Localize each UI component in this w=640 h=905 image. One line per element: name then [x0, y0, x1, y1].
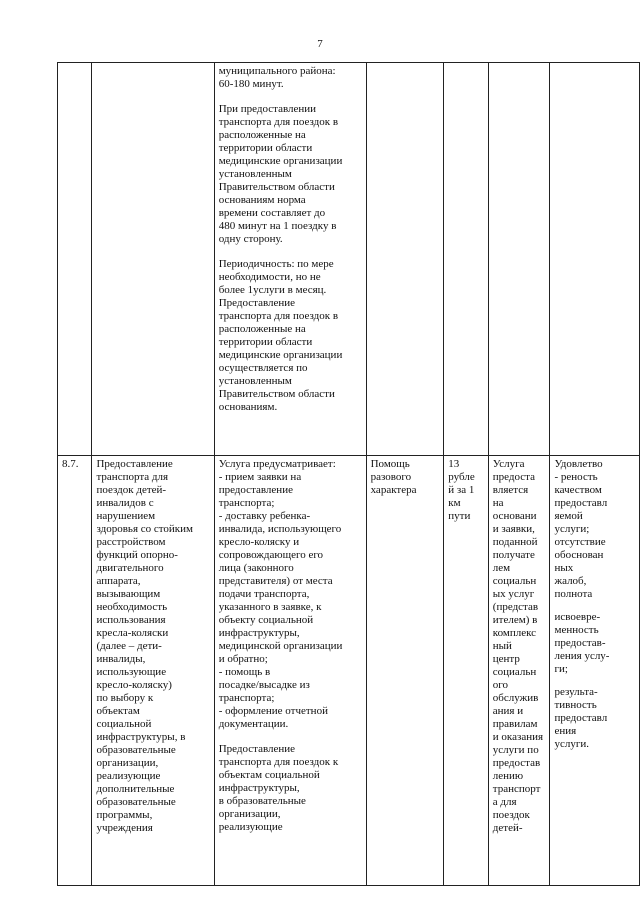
- service-price-cell: [444, 63, 488, 456]
- quality-paragraph: исвоевре- менность предостав- ления услу- ги;: [554, 611, 610, 675]
- table-row: [58, 63, 640, 456]
- service-quality-cell: [550, 456, 640, 886]
- row-number-cell: 8.7.: [58, 456, 92, 886]
- content-paragraph: Услуга предусматривает: - прием заявки на предоставление транспорта; - доставку ребенка- инвалида, использующего кресло-коляску и сопровождающего его лица (законного представителя) от места подачи транспорта, указанного в заявке, к объекту социальной инфраструктуры, медицинской организации и обратно; - помощь в посадке/высадке из транспорта; - оформление отчетной документации.: [218, 458, 343, 730]
- row-number-cell: [58, 63, 92, 456]
- service-form-cell: Помощь разового характера: [366, 456, 444, 886]
- service-name-cell: Предоставление транспорта для поездок детей- инвалидов с нарушением здоровья со стойким расстройством функций опорно- двигательного аппарата, вызывающим необходимость использования кресла-коляски (далее – дети- инвалиды, использующие кресло-коляску) по выбору к объектам социальной инфраструктуры, в образовательные организации, реализующие дополнительные образовательные программы, учреждения: [92, 456, 214, 886]
- service-conditions-cell: Услуга предоста вляется на основани и заявки, поданной получате лем социальн ых услуг (представ ителем) в комплекс ный центр социальн ого обслужив ания и правилам и оказания услуги по предостав лению транспорт а для поездок детей-: [488, 456, 550, 886]
- quality-paragraph: Удовлетво - реность качеством предоставл яемой услуги; отсутствие обоснован ных жалоб, полнота: [554, 458, 608, 600]
- services-table: [57, 62, 640, 886]
- content-paragraph: Предоставление транспорта для поездок к объектам социальной инфраструктуры, в образовательные организации, реализующие: [218, 743, 339, 833]
- service-form-cell: [366, 63, 444, 456]
- service-name-cell: [92, 63, 214, 456]
- service-conditions-cell: [488, 63, 550, 456]
- content-paragraph: муниципального района: 60-180 минут.: [218, 65, 336, 90]
- quality-paragraph: результа- тивность предоставл ения услуги.: [554, 686, 608, 750]
- service-price-cell: 13 рубле й за 1 км пути: [444, 456, 488, 886]
- page-number: 7: [317, 38, 323, 50]
- service-content-cell: [214, 63, 366, 456]
- service-quality-cell: [550, 63, 640, 456]
- table-row: [58, 456, 640, 886]
- service-content-cell: [214, 456, 366, 886]
- content-paragraph: При предоставлении транспорта для поездок в расположенные на территории области медицинские организации установленным Правительством области основаниям норма времени составляет до 480 минут на 1 поездку в одну сторону.: [218, 103, 343, 245]
- content-paragraph: Периодичность: по мере необходимости, но не более 1услуги в месяц. Предоставление транспорта для поездок в расположенные на территории области медицинские организации осуществляется по установленным Правительством области основаниям.: [218, 258, 343, 413]
